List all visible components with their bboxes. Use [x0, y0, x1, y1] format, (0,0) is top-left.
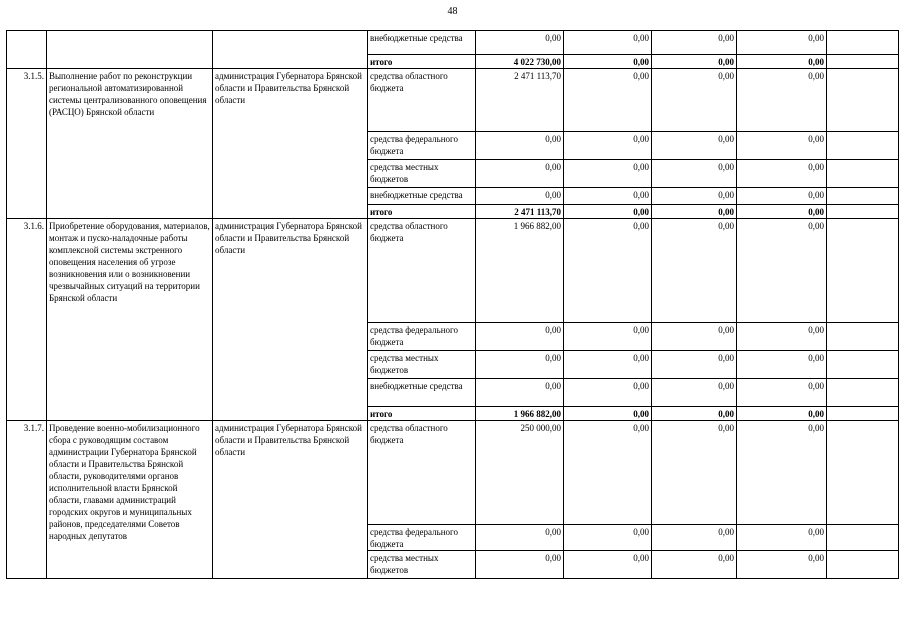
amount-cell: 0,00 — [652, 551, 737, 579]
amount-cell: 2 471 113,70 — [476, 205, 564, 219]
amount-cell: 0,00 — [476, 323, 564, 351]
funding-source: внебюджетные средства — [368, 379, 476, 407]
amount-cell: 0,00 — [564, 219, 652, 323]
table-row — [7, 31, 899, 55]
empty-cell — [827, 160, 899, 188]
empty-cell — [827, 407, 899, 421]
item-name: Приобретение оборудования, материалов, монтаж и пуско-наладочные работы комплексной системы экстренного оповещения населения об угрозе возникновения или о возникновении чрезвычайных ситуаций на территории Брянской области — [47, 219, 213, 421]
amount-cell: 0,00 — [564, 379, 652, 407]
amount-cell: 0,00 — [652, 407, 737, 421]
amount-cell: 0,00 — [564, 421, 652, 525]
table-row — [7, 421, 899, 525]
amount-cell: 0,00 — [564, 188, 652, 205]
amount-cell: 0,00 — [564, 55, 652, 69]
amount-cell: 0,00 — [737, 69, 827, 132]
funding-source: итого — [368, 55, 476, 69]
amount-cell: 0,00 — [564, 205, 652, 219]
empty-cell — [827, 219, 899, 323]
amount-cell: 0,00 — [652, 55, 737, 69]
empty-cell — [827, 69, 899, 132]
item-name: Проведение военно-мобилизационного сбора с руководящим составом администрации Губернатора Брянской области и Правительства Брянской области, руководителями органов исполнительной власти Брянской области, главами администраций городских округов и муниципальных районов, председателями Советов народных депутатов — [47, 421, 213, 579]
funding-source: средства местных бюджетов — [368, 160, 476, 188]
amount-cell: 250 000,00 — [476, 421, 564, 525]
amount-cell: 1 966 882,00 — [476, 219, 564, 323]
amount-cell: 0,00 — [652, 351, 737, 379]
amount-cell: 0,00 — [476, 31, 564, 55]
item-number: 3.1.6. — [7, 219, 47, 421]
funding-source: внебюджетные средства — [368, 188, 476, 205]
funding-source: итого — [368, 407, 476, 421]
funding-source: итого — [368, 205, 476, 219]
page-number: 48 — [447, 6, 458, 17]
amount-cell: 0,00 — [737, 551, 827, 579]
amount-cell: 0,00 — [476, 188, 564, 205]
amount-cell: 0,00 — [737, 188, 827, 205]
item-name-cell — [47, 31, 213, 69]
amount-cell: 0,00 — [737, 351, 827, 379]
empty-cell — [827, 132, 899, 160]
funding-source: средства областного бюджета — [368, 421, 476, 525]
empty-cell — [827, 323, 899, 351]
amount-cell: 0,00 — [564, 31, 652, 55]
amount-cell: 2 471 113,70 — [476, 69, 564, 132]
table-row — [7, 219, 899, 323]
amount-cell: 0,00 — [564, 351, 652, 379]
empty-cell — [827, 188, 899, 205]
amount-cell: 0,00 — [737, 407, 827, 421]
empty-cell — [827, 379, 899, 407]
amount-cell: 0,00 — [737, 525, 827, 551]
amount-cell: 0,00 — [564, 407, 652, 421]
item-name: Выполнение работ по реконструкции региональной автоматизированной системы централизованного оповещения (РАСЦО) Брянской области — [47, 69, 213, 219]
funding-source: средства местных бюджетов — [368, 551, 476, 579]
amount-cell: 0,00 — [564, 69, 652, 132]
item-number: 3.1.7. — [7, 421, 47, 579]
funding-source: средства федерального бюджета — [368, 323, 476, 351]
amount-cell: 0,00 — [652, 323, 737, 351]
item-number-cell — [7, 31, 47, 69]
amount-cell: 0,00 — [652, 188, 737, 205]
empty-cell — [827, 421, 899, 525]
amount-cell: 4 022 730,00 — [476, 55, 564, 69]
amount-cell: 0,00 — [564, 323, 652, 351]
amount-cell: 0,00 — [652, 69, 737, 132]
amount-cell: 0,00 — [652, 219, 737, 323]
executor: администрация Губернатора Брянской области и Правительства Брянской области — [213, 69, 368, 219]
amount-cell: 0,00 — [564, 525, 652, 551]
empty-cell — [827, 551, 899, 579]
empty-cell — [827, 31, 899, 55]
amount-cell: 0,00 — [737, 132, 827, 160]
amount-cell: 0,00 — [476, 525, 564, 551]
amount-cell: 0,00 — [652, 160, 737, 188]
amount-cell: 0,00 — [476, 351, 564, 379]
empty-cell — [827, 351, 899, 379]
amount-cell: 0,00 — [476, 132, 564, 160]
budget-table — [6, 30, 899, 579]
funding-source: средства федерального бюджета — [368, 132, 476, 160]
empty-cell — [827, 205, 899, 219]
executor: администрация Губернатора Брянской области и Правительства Брянской области — [213, 421, 368, 579]
amount-cell: 0,00 — [737, 379, 827, 407]
item-number: 3.1.5. — [7, 69, 47, 219]
funding-source: средства местных бюджетов — [368, 351, 476, 379]
amount-cell: 0,00 — [652, 525, 737, 551]
amount-cell: 0,00 — [564, 160, 652, 188]
amount-cell: 0,00 — [652, 132, 737, 160]
amount-cell: 0,00 — [737, 55, 827, 69]
amount-cell: 0,00 — [737, 323, 827, 351]
amount-cell: 0,00 — [652, 379, 737, 407]
amount-cell: 0,00 — [737, 31, 827, 55]
amount-cell: 0,00 — [652, 31, 737, 55]
amount-cell: 0,00 — [476, 160, 564, 188]
amount-cell: 0,00 — [476, 379, 564, 407]
amount-cell: 0,00 — [737, 421, 827, 525]
amount-cell: 0,00 — [652, 205, 737, 219]
funding-source: средства областного бюджета — [368, 69, 476, 132]
table-row — [7, 69, 899, 132]
funding-source: внебюджетные средства — [368, 31, 476, 55]
amount-cell: 0,00 — [737, 219, 827, 323]
executor: администрация Губернатора Брянской области и Правительства Брянской области — [213, 219, 368, 421]
funding-source: средства федерального бюджета — [368, 525, 476, 551]
executor-cell — [213, 31, 368, 69]
amount-cell: 0,00 — [476, 551, 564, 579]
empty-cell — [827, 55, 899, 69]
amount-cell: 0,00 — [564, 551, 652, 579]
amount-cell: 0,00 — [564, 132, 652, 160]
amount-cell: 0,00 — [737, 205, 827, 219]
amount-cell: 1 966 882,00 — [476, 407, 564, 421]
amount-cell: 0,00 — [737, 160, 827, 188]
empty-cell — [827, 525, 899, 551]
amount-cell: 0,00 — [652, 421, 737, 525]
funding-source: средства областного бюджета — [368, 219, 476, 323]
